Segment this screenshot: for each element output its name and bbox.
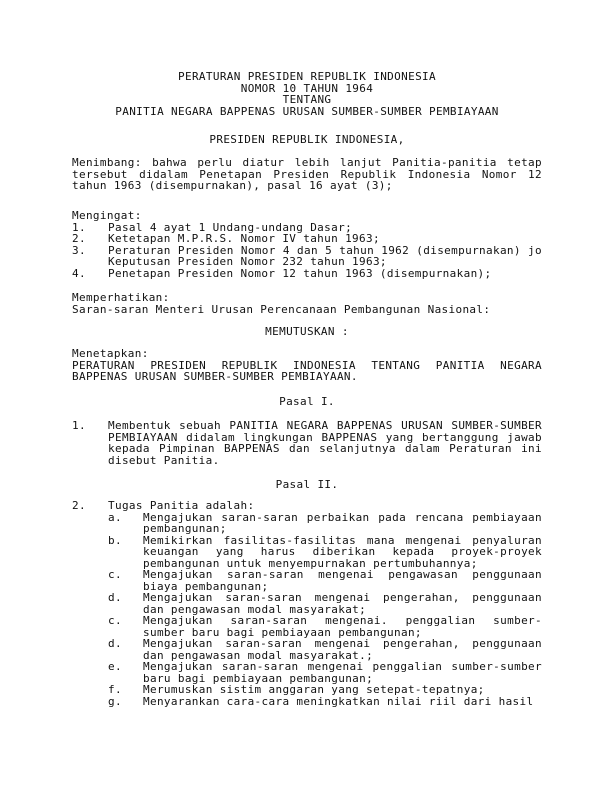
title-line: PERATURAN PRESIDEN REPUBLIK INDONESIA [178, 70, 436, 83]
text-line: Saran-saran Menteri Urusan Perencanaan Pembangunan Nasional: [72, 302, 491, 316]
sub-list-item [72, 569, 542, 592]
pasal-2-list [72, 500, 542, 512]
list-item-number: f. [108, 683, 122, 696]
sub-list-item [72, 615, 542, 638]
pasal-1-list [72, 420, 542, 466]
pasal-2-subitems [72, 512, 542, 708]
president-heading [72, 134, 542, 146]
sub-list-item [72, 638, 542, 661]
list-item-text-line: Memikirkan fasilitas-fasilitas mana mengenai penyaluran [143, 533, 542, 547]
list-item-text-line: Tugas Panitia adalah: [108, 499, 255, 512]
list-item [72, 268, 542, 280]
pasal-heading-text: Pasal I. [279, 395, 335, 408]
text-line: tersebut didalam Penetapan Presiden Republik Indonesia Nomor 12 [72, 167, 542, 181]
president-text: PRESIDEN REPUBLIK INDONESIA, [209, 133, 405, 146]
sub-list-item [72, 661, 542, 684]
mengingat-section [72, 210, 542, 279]
list-item-text-line: Pasal 4 ayat 1 Undang-undang Dasar; [108, 220, 353, 234]
memperhatikan-section [72, 292, 542, 315]
list-item-text-line: Merumuskan sistim anggaran yang setepat-tepatnya; [143, 683, 485, 696]
memutuskan-heading [72, 326, 542, 338]
pasal-2-section [72, 500, 542, 707]
list-item-text-line: Peraturan Presiden Nomor 4 dan 5 tahun 1962 (disempurnakan) jo [108, 243, 542, 257]
list-item-number: 3. [72, 243, 86, 257]
list-item-number: d. [108, 591, 122, 604]
list-item [72, 420, 542, 466]
list-item [72, 245, 542, 268]
list-item-text-line: pembangunan; [143, 522, 227, 535]
list-item-text-line: pembangunan untuk menyempurnakan pertumbuhannya; [143, 556, 478, 570]
list-item-text-line: PEMBIAYAAN didalam lingkungan BAPPENAS yang bertanggung jawab [108, 430, 542, 444]
menetapkan-section [72, 348, 542, 383]
title-line: NOMOR 10 TAHUN 1964 [240, 81, 374, 95]
list-item-text-line: Ketetapan M.P.R.S. Nomor IV tahun 1963; [108, 232, 380, 245]
list-item-text-line: Mengajukan saran-saran mengenai. penggalian sumber- [143, 614, 542, 627]
list-item-number: 2. [72, 499, 86, 512]
list-item-number: 1. [72, 419, 86, 432]
text-line: BAPPENAS URUSAN SUMBER-SUMBER PEMBIAYAAN. [72, 370, 358, 383]
sub-list-item [72, 696, 542, 708]
title-line: TENTANG [282, 93, 332, 106]
list-item-text-line: Mengajukan saran-saran perbaikan pada rencana pembiayaan [143, 510, 542, 524]
list-item-number: g. [108, 694, 122, 708]
list-item-number: 2. [72, 232, 86, 245]
section-heading: Menetapkan: [72, 347, 149, 360]
text-line: Menimbang: bahwa perlu diatur lebih lanjut Panitia-panitia tetap [72, 156, 542, 169]
section-heading: Memperhatikan: [72, 291, 170, 304]
list-item-number: 4. [72, 266, 86, 280]
list-item [72, 500, 542, 512]
menimbang-section [72, 157, 542, 192]
list-item-number: e. [108, 660, 122, 673]
list-item-text-line: Membentuk sebuah PANITIA NEGARA BAPPENAS URUSAN SUMBER-SUMBER [108, 419, 542, 432]
list-item-number: 1. [72, 220, 86, 234]
title-line: PANITIA NEGARA BAPPENAS URUSAN SUMBER-SUMBER PEMBIAYAAN [115, 104, 499, 118]
list-item [72, 233, 542, 245]
document-title [72, 71, 542, 117]
list-item-text-line: Mengajukan saran-saran mengenai pengerahan, penggunaan [143, 591, 542, 604]
list-item-text-line: disebut Panitia. [108, 453, 220, 467]
list-item-text-line: keuangan yang harus diberikan kepada proyek-proyek [143, 545, 542, 558]
list-item-number: a. [108, 510, 122, 524]
sub-list-item [72, 535, 542, 570]
list-item-text-line: Penetapan Presiden Nomor 12 tahun 1963 (disempurnakan); [108, 266, 492, 280]
mengingat-list [72, 222, 542, 280]
sub-list-item [72, 512, 542, 535]
list-item-number: d. [108, 637, 122, 650]
list-item-text-line: Mengajukan saran-saran mengenai penggalian sumber-sumber [143, 660, 542, 673]
list-item-text-line: dan pengawasan modal masyarakat.; [143, 648, 374, 662]
list-item-text-line: baru bagi pembiayaan pembangunan; [143, 671, 374, 685]
pasal-2-heading [72, 479, 542, 491]
list-item-text-line: Mengajukan saran-saran mengenai pengawasan penggunaan [143, 568, 542, 581]
list-item-text-line: Keputusan Presiden Nomor 232 tahun 1963; [108, 255, 387, 268]
section-heading: Mengingat: [72, 209, 142, 222]
list-item-text-line: sumber baru bagi pembiayaan pembangunan; [143, 625, 422, 639]
list-item-number: c. [108, 614, 122, 627]
pasal-1-heading [72, 396, 542, 408]
memutuskan-text: MEMUTUSKAN : [265, 325, 349, 338]
text-line: PERATURAN PRESIDEN REPUBLIK INDONESIA TENTANG PANITIA NEGARA [72, 358, 542, 372]
list-item-number: c. [108, 568, 122, 581]
list-item-number: b. [108, 533, 122, 547]
list-item-text-line: biaya pembangunan; [143, 579, 269, 593]
list-item-text-line: Menyarankan cara-cara meningkatkan nilai riil dari hasil [143, 694, 534, 708]
sub-list-item [72, 592, 542, 615]
list-item-text-line: dan pengawasan modal masyarakat; [143, 602, 367, 616]
list-item-text-line: kepada Pimpinan BAPPENAS dan selanjutnya dalam Peraturan ini [108, 442, 542, 455]
list-item-text-line: Mengajukan saran-saran mengenai pengerahan, penggunaan [143, 637, 542, 650]
text-line: tahun 1963 (disempurnakan), pasal 16 ayat (3); [72, 179, 393, 192]
sub-list-item [72, 684, 542, 696]
pasal-heading-text: Pasal II. [275, 478, 339, 491]
